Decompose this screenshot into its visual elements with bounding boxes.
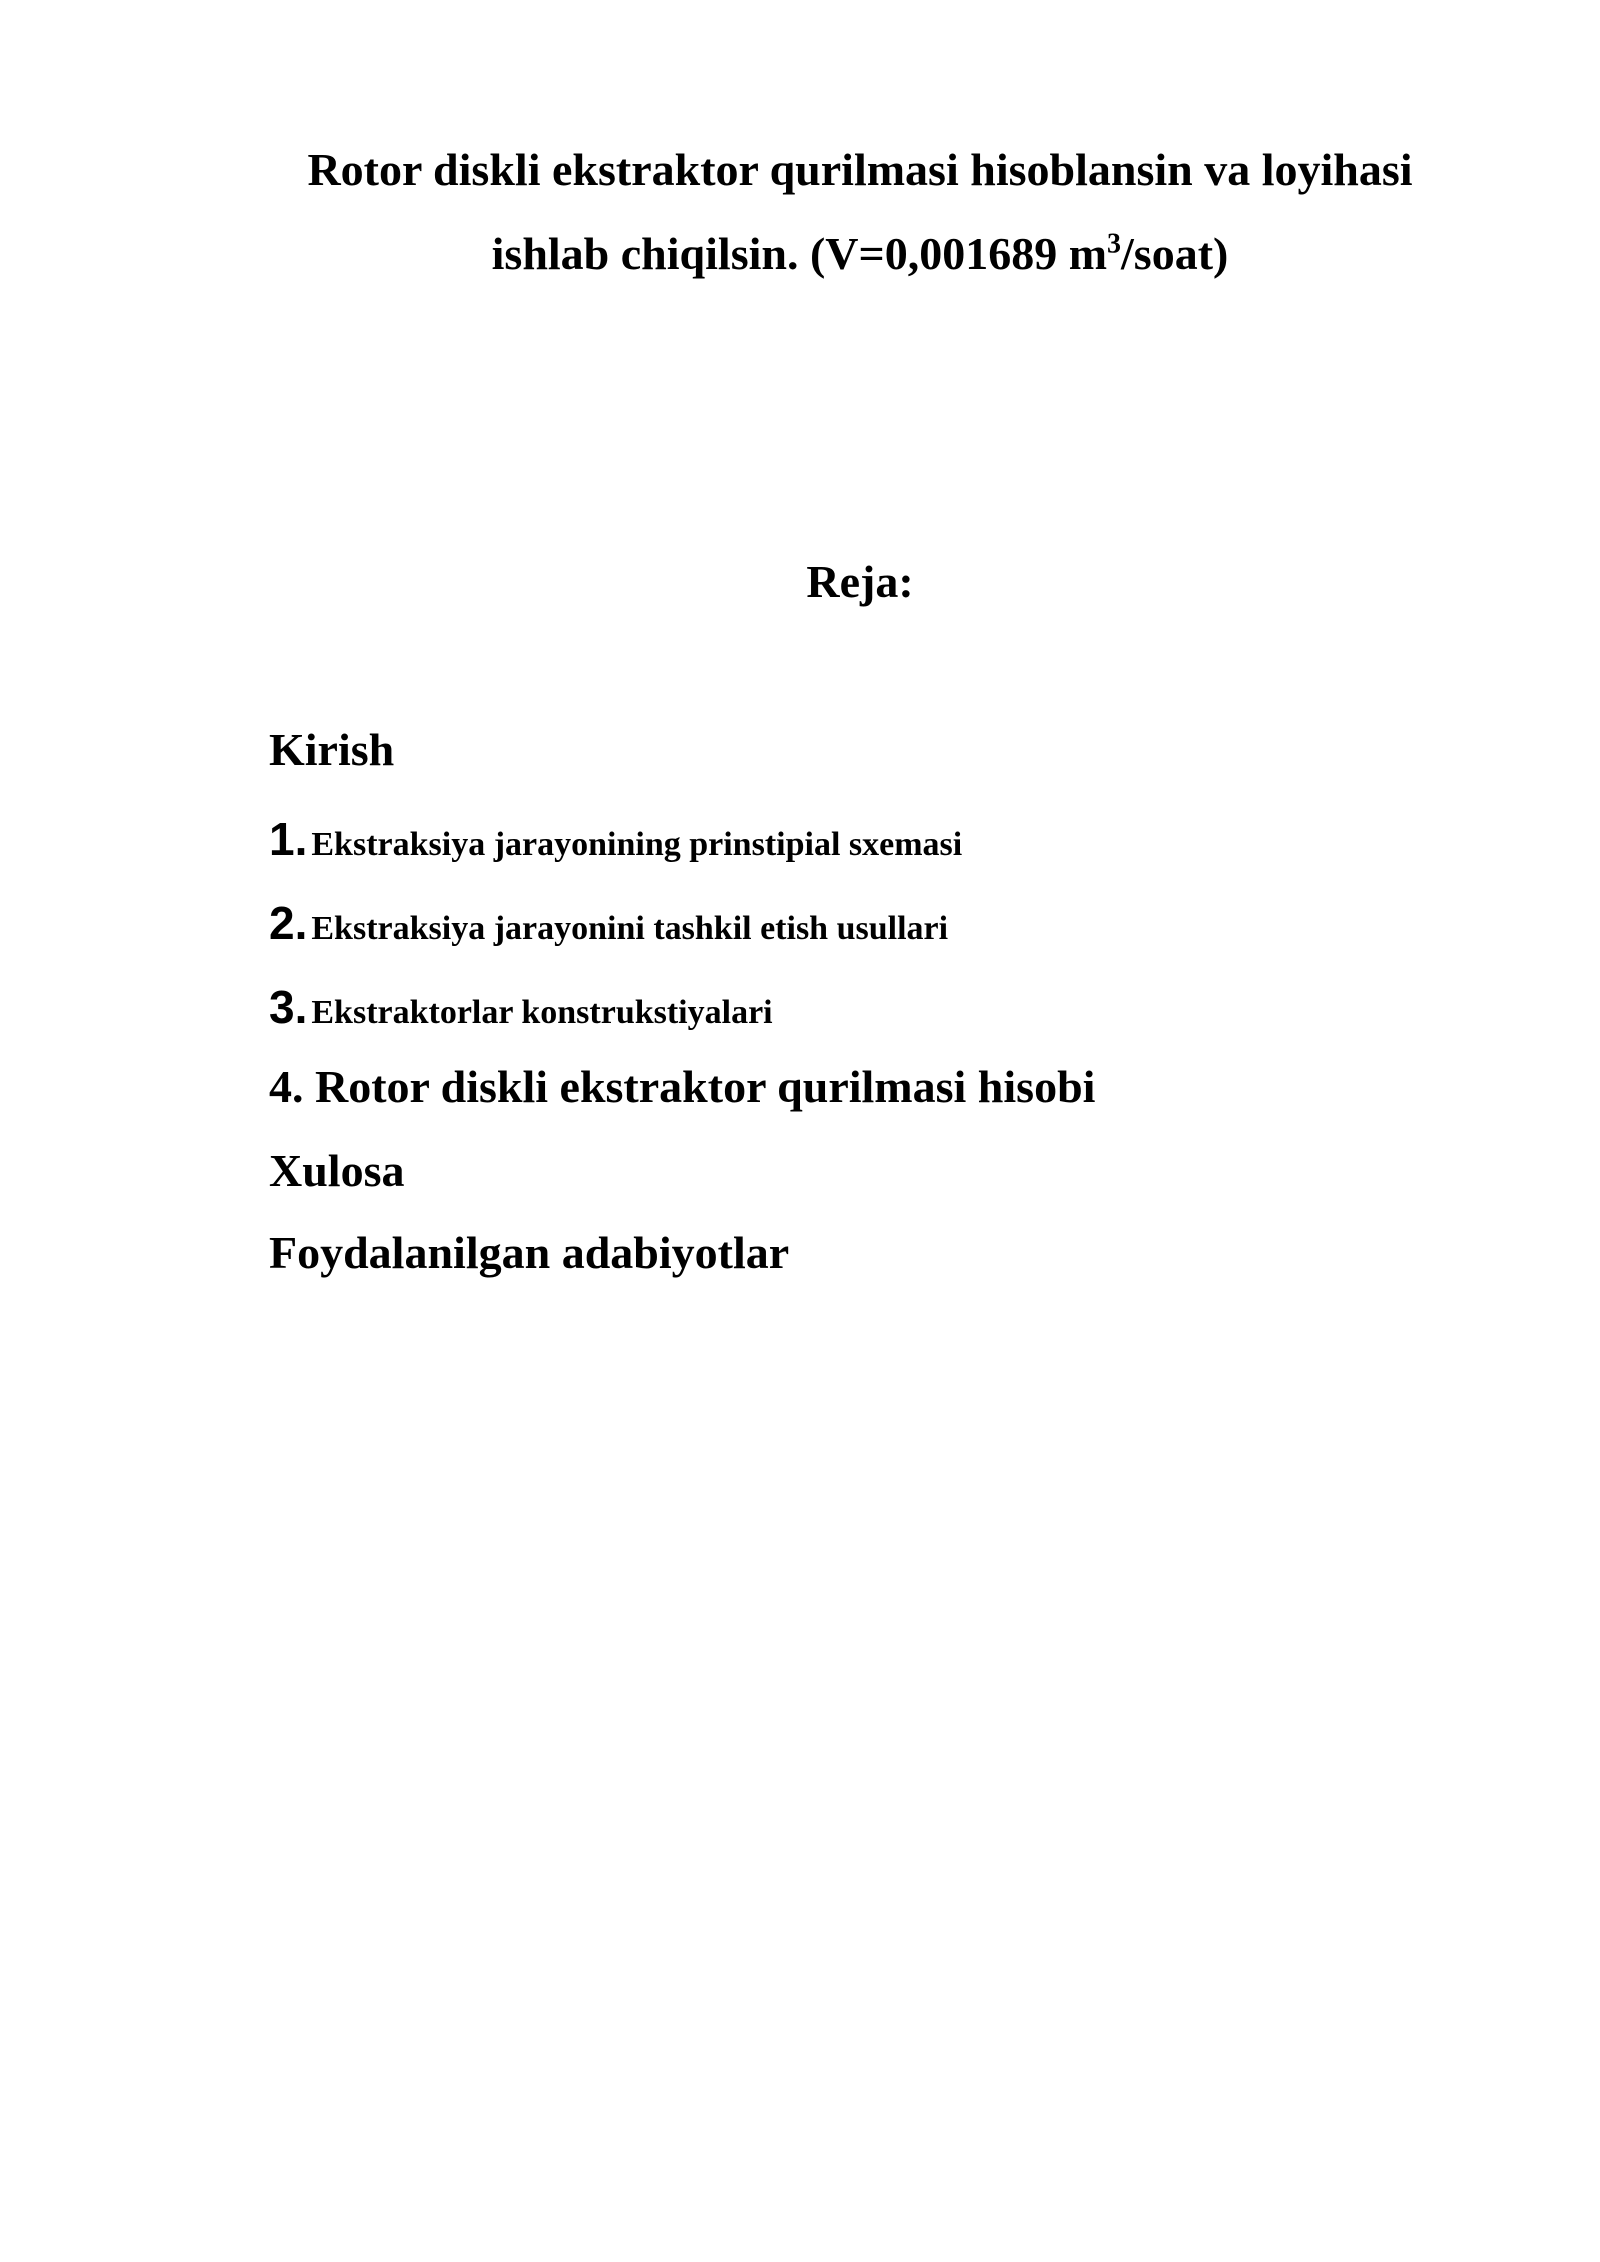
plan-item-text: Rotor diskli ekstraktor qurilmasi hisobi <box>315 1061 1096 1112</box>
plan-item-4 <box>269 1060 1095 1113</box>
title-line-1: Rotor diskli ekstraktor qurilmasi hisoblansin va loyihasi <box>307 144 1413 195</box>
title-line-2 <box>200 212 1520 296</box>
title-line-2-suffix: /soat) <box>1121 228 1229 279</box>
plan-item-references: Foydalanilgan adabiyotlar <box>269 1227 790 1278</box>
title-line-2-prefix: ishlab chiqilsin. (V=0,001689 m <box>491 228 1108 279</box>
document-title <box>200 128 1520 296</box>
title-superscript: 3 <box>1107 228 1122 260</box>
plan-item-text: Ekstraksiya jarayonining prinstipial sxemasi <box>311 826 963 863</box>
plan-item-3 <box>269 980 773 1034</box>
plan-item-number: 3. <box>269 981 308 1033</box>
plan-item-text: Ekstraksiya jarayonini tashkil etish usullari <box>311 910 949 947</box>
plan-item-conclusion: Xulosa <box>269 1145 405 1196</box>
plan-item-number: 4. <box>269 1061 304 1112</box>
plan-item-2 <box>269 896 948 950</box>
plan-item-intro: Kirish <box>269 724 395 775</box>
plan-heading: Reja: <box>806 556 914 607</box>
plan-item-number: 2. <box>269 897 308 949</box>
plan-item-number: 1. <box>269 813 308 865</box>
plan-item-text: Ekstraktorlar konstrukstiyalari <box>311 994 773 1031</box>
plan-item-1 <box>269 812 962 866</box>
